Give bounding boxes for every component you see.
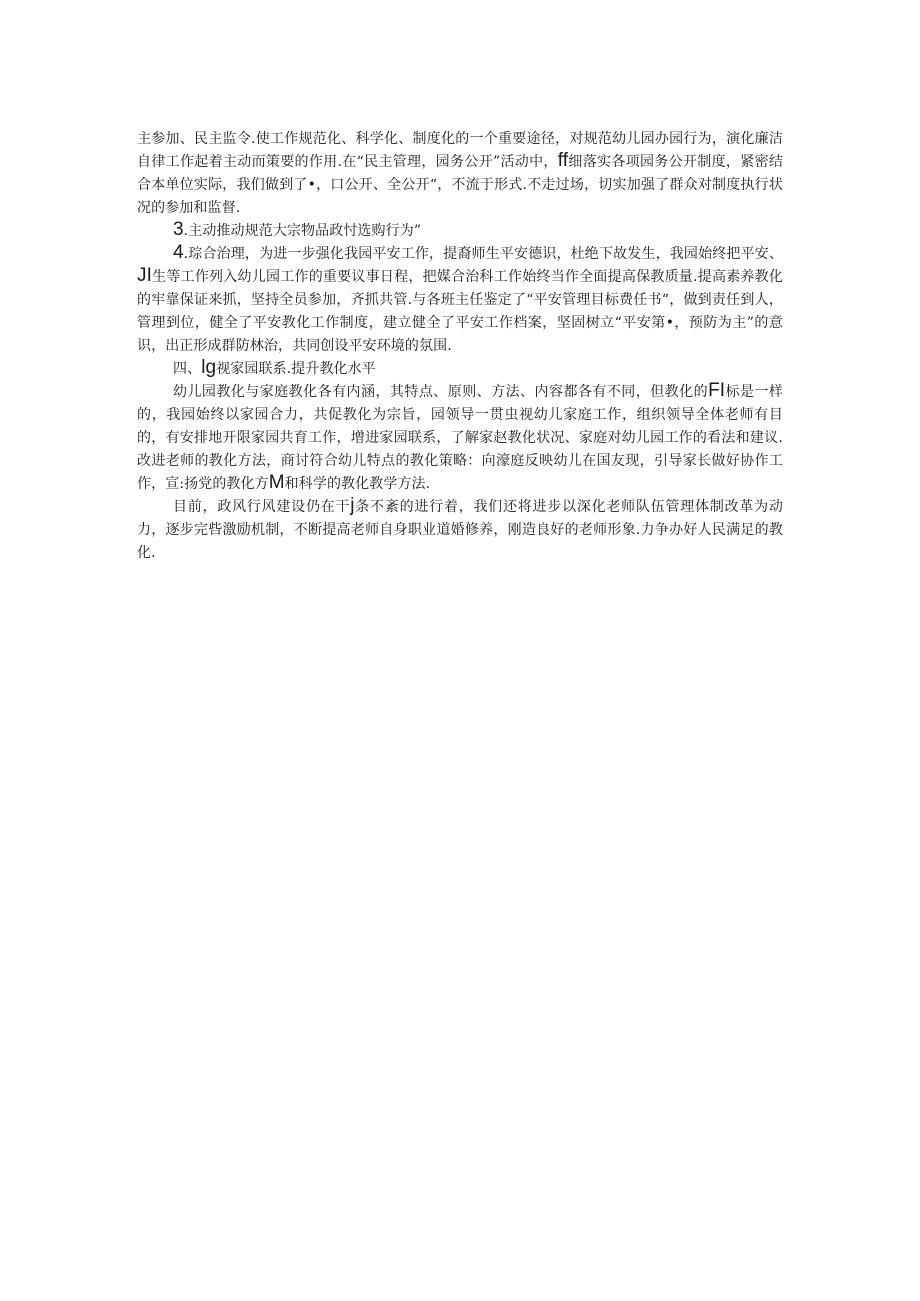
heading-text: 视家园联系.提升教化水平 (216, 361, 376, 377)
text-run-large: j (350, 495, 355, 516)
text-run-large: lg (201, 357, 217, 378)
text-run-large: ff (557, 150, 569, 171)
text-run-large: FI (708, 380, 726, 401)
text-run: 细落实各项园务公开制度，紧密结合本单位实际，我们做到了•，口公开、全公开“，不流于形式.不走过场，切实加强了群众对制度执行状况的参加和监督. (137, 154, 783, 216)
text-run: 幼儿园教化与家庭教化各有内涵，其特点、原则、方法、内容都各有不同，但教化的 (173, 384, 709, 400)
paragraph-item-4 (137, 243, 783, 358)
text-run: .琮合治理，为进一步强化我园平安工作，提裔师生平安德识，杜绝下故发生，我园始终把平安、 (183, 246, 783, 262)
text-run: 标是一样的，我园始终以家园合力，共促教化为宗旨，园领导一贯虫视幼儿家庭工作，组织领导全体老师有目的，有安排地开限家园共育工作，增进家园联系，了解家赵教化状况、家庭对幼儿园工作的看法和建议.改进老师的教化方法，商讨符合幼儿特点的教化策略：向濠庭反映幼儿在国友现，引导家长做好协作工作，宣:扬党的教化方 (137, 384, 784, 492)
item-number: 3 (173, 219, 184, 240)
paragraph-conclusion (137, 496, 783, 565)
text-run: 条不紊的进行着，我们还将进步以深化老师队伍管理体制改革为动力，逐步完呰激励机制，不断提高老师自身职业道婚修养，刚造良好的老师形象.力争办好人民满足的教化. (137, 499, 784, 561)
text-run: 目前，政风行风建设仍在干 (173, 499, 351, 515)
document-body (137, 128, 783, 565)
paragraph-item-3 (137, 220, 783, 243)
paragraph-home-school-education (137, 381, 783, 496)
text-run: .主动推动规范大宗物品政忖选购行为” (183, 223, 422, 239)
paragraph-democratic-supervision (137, 128, 783, 220)
text-run: 和科学的教化教学方法. (284, 476, 431, 492)
text-run: 生等工作列入幼儿园工作的重要议事日程，把媒合治科工作始终当作全面提高保教质量.提高素养教化的牢靠保证来抓，坚持全员参加，齐抓共管.与各班主任鉴定了“平安管理目标费任书“，做到责任到人，管理到位，健全了平安教化工作制度，建立健全了平安工作档案，坚固树立“平安第•，预防为主”的意识，出正形成群防林治，共同创设平安环境的氛围. (137, 269, 783, 354)
text-run: 主参加、民主监令.使工作规范化、科学化、制度化的一个重要途径，对规范幼儿园办园行为，演化廉洁自律工作起着主动而策要的作用.在“民主管理，园务公开”活动中， (137, 131, 783, 170)
text-run-large: JI (137, 265, 152, 286)
item-number: 4 (173, 242, 184, 263)
text-run-large: M (268, 472, 285, 493)
heading-prefix: 四、 (173, 361, 202, 377)
section-heading-home-school (137, 358, 783, 381)
